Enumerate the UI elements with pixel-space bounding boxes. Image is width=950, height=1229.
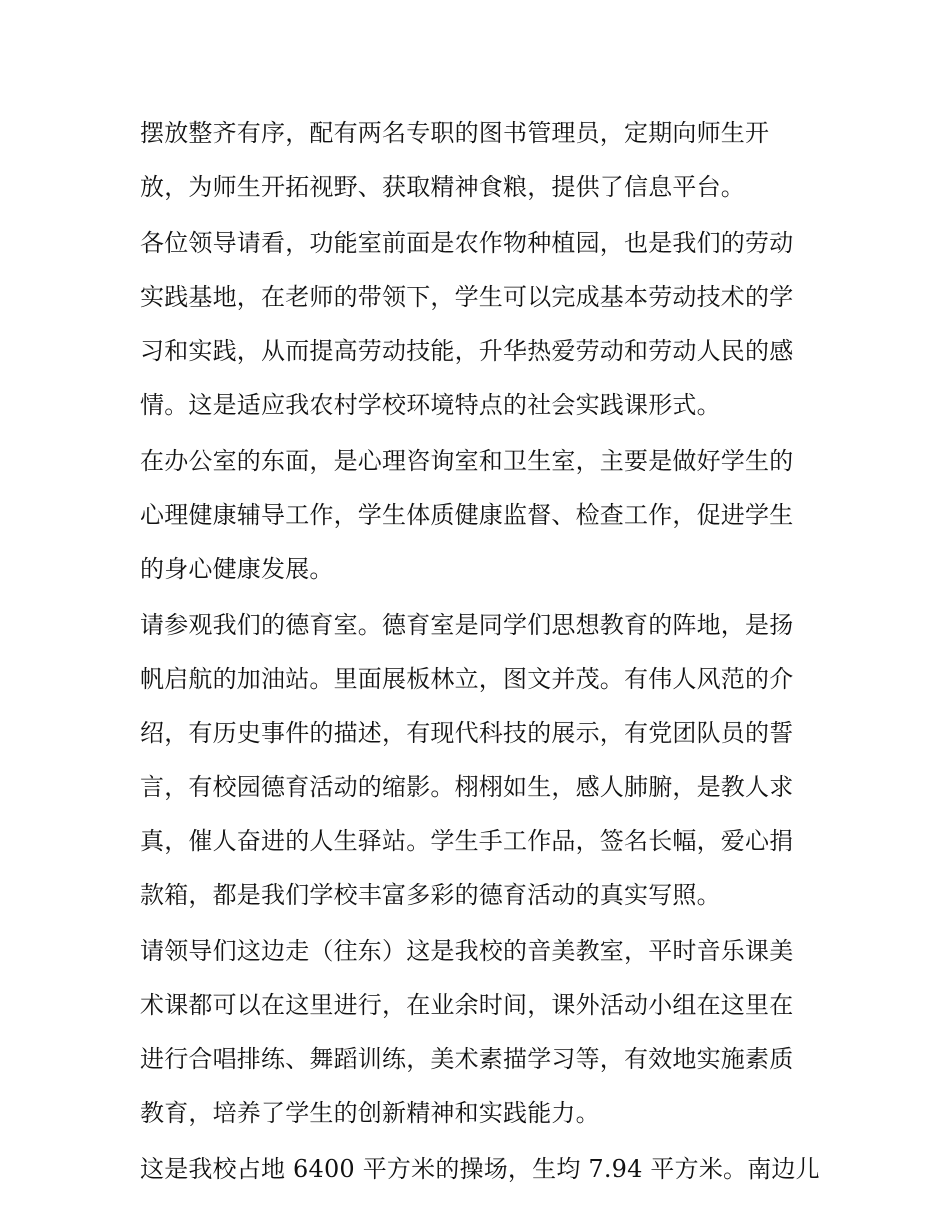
paragraph-library — [140, 106, 820, 214]
text-line: 实践基地，在老师的带领下，学生可以完成基本劳动技术的学 — [140, 283, 794, 311]
text-line: 进行合唱排练、舞蹈训练，美术素描学习等，有效地实施素质 — [140, 1045, 794, 1073]
paragraph-planting-garden — [140, 216, 820, 432]
body-text — [140, 106, 820, 1196]
text-line: 心理健康辅导工作，学生体质健康监督、检查工作，促进学生 — [140, 501, 794, 529]
paragraph-playground — [140, 1142, 820, 1196]
text-line: 教育，培养了学生的创新精神和实践能力。 — [140, 1099, 600, 1127]
text-line: 这是我校占地 6400 平方米的操场，生均 7.94 平方米。南边儿 — [140, 1155, 820, 1183]
paragraph-moral-education-room — [140, 598, 820, 922]
text-line: 情。这是适应我农村学校环境特点的社会实践课形式。 — [140, 391, 721, 419]
text-line: 绍，有历史事件的描述，有现代科技的展示，有党团队员的誓 — [140, 719, 794, 747]
text-line: 请参观我们的德育室。德育室是同学们思想教育的阵地，是扬 — [140, 611, 794, 639]
paragraph-counseling-room — [140, 434, 820, 596]
text-line: 各位领导请看，功能室前面是农作物种植园，也是我们的劳动 — [140, 229, 794, 257]
text-line: 习和实践，从而提高劳动技能，升华热爱劳动和劳动人民的感 — [140, 337, 794, 365]
text-line: 术课都可以在这里进行，在业余时间，课外活动小组在这里在 — [140, 991, 794, 1019]
paragraph-music-art-room — [140, 924, 820, 1140]
text-line: 真，催人奋进的人生驿站。学生手工作品，签名长幅，爱心捐 — [140, 827, 794, 855]
text-line: 摆放整齐有序，配有两名专职的图书管理员，定期向师生开 — [140, 119, 770, 147]
text-line: 放，为师生开拓视野、获取精神食粮，提供了信息平台。 — [140, 173, 745, 201]
text-line: 款箱，都是我们学校丰富多彩的德育活动的真实写照。 — [140, 881, 721, 909]
text-line: 的身心健康发展。 — [140, 555, 334, 583]
text-line: 请领导们这边走（往东）这是我校的音美教室，平时音乐课美 — [140, 937, 794, 965]
text-line: 帆启航的加油站。里面展板林立，图文并茂。有伟人风范的介 — [140, 665, 794, 693]
text-line: 言，有校园德育活动的缩影。栩栩如生，感人肺腑，是教人求 — [140, 773, 794, 801]
text-line: 在办公室的东面，是心理咨询室和卫生室，主要是做好学生的 — [140, 447, 794, 475]
